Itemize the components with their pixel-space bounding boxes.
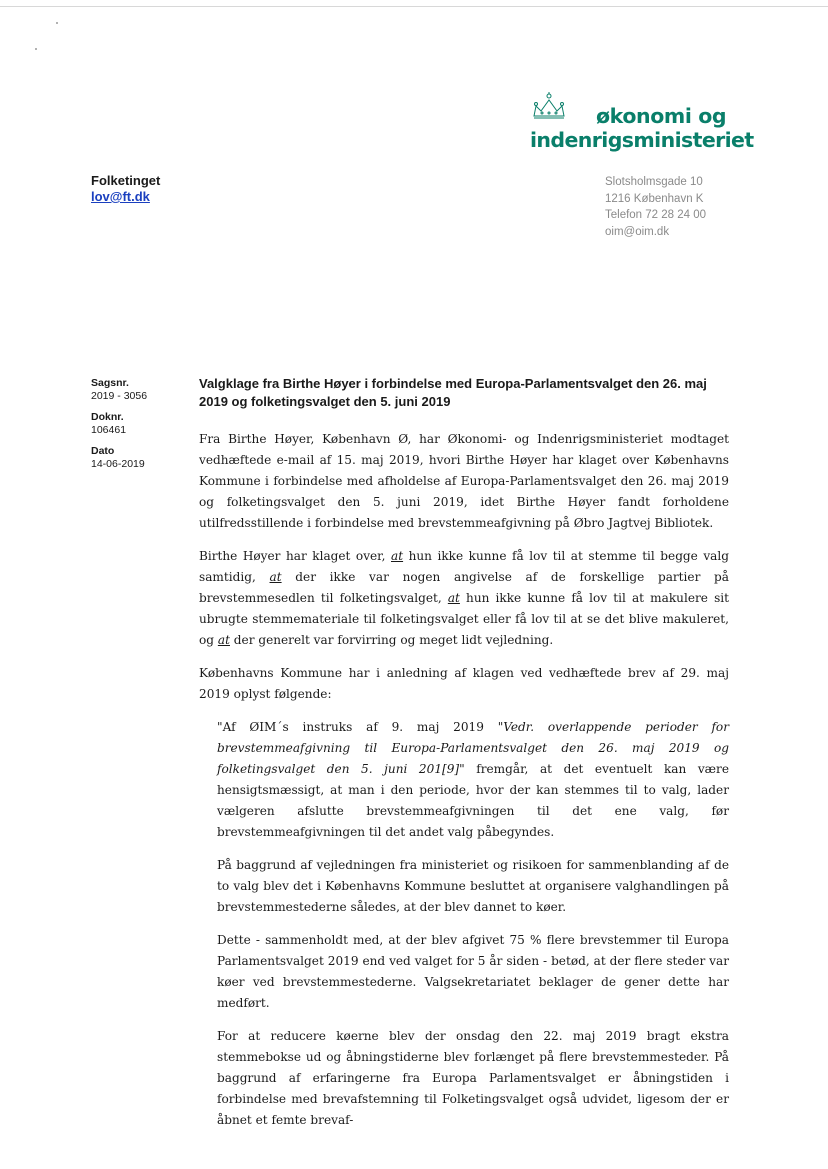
quote-paragraph-1	[217, 717, 729, 843]
recipient-block	[91, 173, 160, 205]
text-run: der ikke var nogen angivelse af de forskellige partier på brevstemmesedlen til folketingsvalget,	[199, 570, 729, 605]
sender-street: Slotsholmsgade 10	[605, 176, 703, 188]
sender-city: 1216 København K	[605, 192, 704, 205]
scan-speck	[56, 22, 58, 24]
paragraph-complaint	[199, 546, 729, 651]
doknr-value: 106461	[91, 424, 127, 436]
crown-icon	[530, 92, 568, 120]
dato-label: Dato	[91, 445, 115, 457]
logo-text-line2: indenrigsministeriet	[530, 128, 754, 152]
top-rule	[0, 6, 828, 7]
recipient-email-link[interactable]: lov@ft.dk	[91, 189, 150, 204]
text-run: "Af ØIM´s instruks af 9. maj 2019	[217, 720, 498, 734]
quoted-statement	[217, 717, 729, 1131]
instruction-title: "Vedr. overlappende perioder for brevstemmeafgivning til Europa-Parlamentsvalget den 26. maj 2019 og folketingsvalget den 5. juni 201[9]"	[217, 720, 729, 776]
sagsnr-label: Sagsnr.	[91, 377, 129, 389]
quote-paragraph-3: Dette - sammenholdt med, at der blev afgivet 75 % flere brevstemmer til Europa Parlamentsvalget 2019 end ved valget for 5 år siden - betød, at der flere steder var køer ved brevstemmestederne. Valgsekretariatet beklager de gener dette har medført.	[217, 933, 729, 1010]
ministry-logo	[528, 92, 754, 162]
emphasis-at: at	[269, 570, 282, 584]
text-run: Birthe Høyer har klaget over,	[199, 549, 391, 563]
paragraph-intro: Fra Birthe Høyer, København Ø, har Økonomi- og Indenrigsministeriet modtaget vedhæftede e-mail af 15. maj 2019, hvori Birthe Høyer har klaget over Københavns Kommune i forbindelse med afholdelse af Europa-Parlamentsvalget den 26. maj 2019 og folketingsvalget den 5. juni 2019, idet Birthe Høyer fandt forholdene utilfredsstillende i forbindelse med brevstemmeafgivning på Øbro Jagtvej Bibliotek.	[199, 432, 729, 530]
sender-email: oim@oim.dk	[605, 225, 670, 238]
text-run: der generelt var forvirring og meget lidt vejledning.	[229, 633, 554, 647]
emphasis-at: at	[217, 633, 230, 647]
subject-heading: Valgklage fra Birthe Høyer i forbindelse med Europa-Parlamentsvalget den 26. maj 2019 og folketingsvalget den 5. juni 2019	[199, 376, 707, 409]
scan-speck	[35, 48, 37, 50]
quote-paragraph-4: For at reducere køerne blev der onsdag den 22. maj 2019 bragt ekstra stemmebokse ud og åbningstiderne blev forlænget på flere brevstemmesteder. På baggrund af erfaringerne fra Europa Parlamentsvalget er åbningstiden i forbindelse med brevafstemning til Folketingsvalget også udvidet, ligesom der er åbnet et femte brevaf-	[217, 1029, 729, 1127]
recipient-name: Folketinget	[91, 173, 161, 188]
text-run: hun ikke kunne få lov til at makulere sit ubrugte stemmemateriale til folketingsvalget eller få lov til at se det blive makuleret, og	[199, 591, 729, 647]
emphasis-at: at	[447, 591, 460, 605]
emphasis-at: at	[391, 549, 404, 563]
quote-paragraph-2: På baggrund af vejledningen fra ministeriet og risikoen for sammenblanding af de to valg blev det i Københavns Kommune besluttet at organisere valghandlingen på brevstemmestederne således, at der blev dannet to køer.	[217, 858, 729, 914]
sender-phone: Telefon 72 28 24 00	[605, 209, 707, 221]
paragraph-municipality: Københavns Kommune har i anledning af klagen ved vedhæftede brev af 29. maj 2019 oplyst følgende:	[199, 666, 729, 701]
letter-body	[199, 375, 729, 1143]
text-run: fremgår, at det eventuelt kan være hensigtsmæssigt, at man i den periode, hvor der kan stemmes til to valg, lader vælgeren afslutte brevstemmeafgivningen til det ene valg, før brevstemmeafgivningen til det andet valg påbegyndes.	[217, 762, 729, 839]
dato-value: 14-06-2019	[91, 458, 145, 470]
sagsnr-value: 2019 - 3056	[91, 390, 148, 402]
text-run: hun ikke kunne få lov til at stemme til begge valg samtidig,	[199, 549, 729, 584]
logo-text-line1: økonomi og	[596, 104, 727, 128]
doknr-label: Doknr.	[91, 411, 124, 423]
sender-address	[605, 174, 706, 240]
document-meta	[91, 377, 181, 479]
